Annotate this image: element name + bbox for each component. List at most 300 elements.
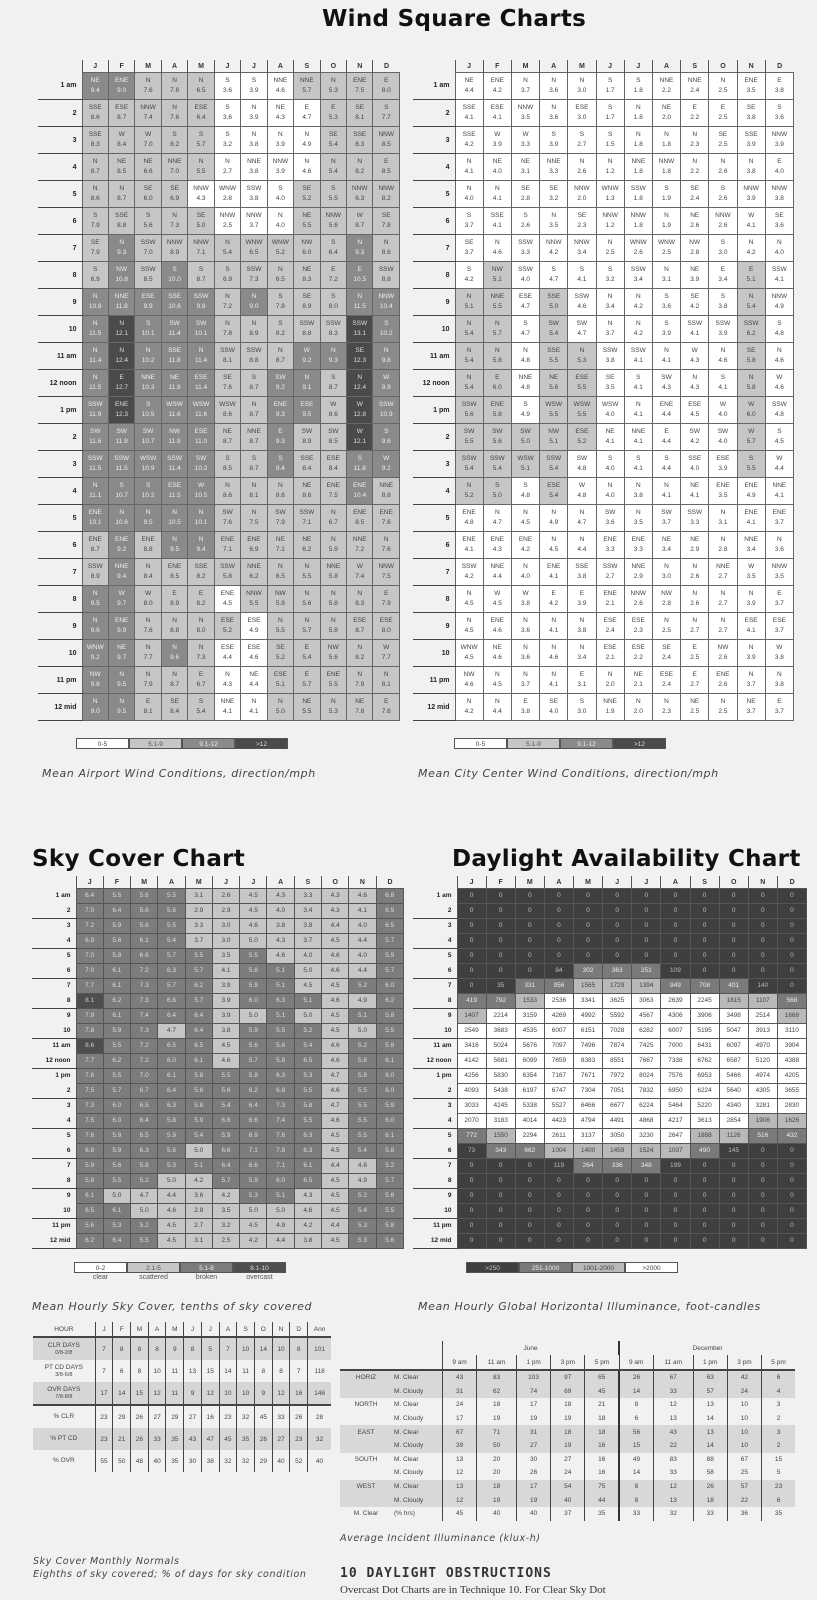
hour-row <box>413 640 794 667</box>
wind-direction: S <box>607 131 613 138</box>
data-cell: 0 <box>632 934 661 949</box>
data-cell: 3.1 <box>185 889 212 904</box>
value-cell: 49 <box>619 1453 653 1467</box>
data-cell <box>624 235 652 262</box>
wind-speed: 5.7 <box>196 140 206 148</box>
data-cell: 0 <box>574 1204 603 1219</box>
data-cell: 8383 <box>574 1054 603 1069</box>
value-cell: 11 <box>166 1382 184 1405</box>
data-cell <box>241 100 267 127</box>
data-cell: 6.0 <box>376 1084 403 1099</box>
data-cell: 336 <box>603 1159 632 1174</box>
wind-speed: 9.3 <box>355 248 365 256</box>
value-cell: 16 <box>290 1382 308 1405</box>
data-cell: 432 <box>777 1129 806 1144</box>
data-cell: 6.9 <box>76 934 103 949</box>
data-cell <box>320 370 346 397</box>
wind-speed: 3.1 <box>718 518 728 526</box>
data-cell <box>568 100 596 127</box>
data-cell: 4217 <box>661 1114 690 1129</box>
wind-speed: 3.9 <box>275 140 285 148</box>
data-cell: 0 <box>719 1174 748 1189</box>
wind-direction: N <box>720 509 726 516</box>
data-cell <box>568 208 596 235</box>
wind-speed: 5.5 <box>328 680 338 688</box>
wind-direction: ESE <box>575 374 589 381</box>
wind-direction: NNW <box>219 212 236 219</box>
data-cell <box>709 505 737 532</box>
wind-direction: SW <box>689 428 700 435</box>
wind-speed: 5.5 <box>577 410 587 418</box>
data-cell <box>161 262 187 289</box>
data-cell <box>82 73 108 100</box>
data-cell: 4.6 <box>158 1204 185 1219</box>
value-cell: 2 <box>762 1439 795 1453</box>
data-cell <box>737 586 765 613</box>
hour-row <box>413 1084 807 1099</box>
wind-speed: 3.6 <box>222 86 233 94</box>
wind-speed: 4.1 <box>492 194 502 202</box>
data-cell <box>241 316 267 343</box>
hour-row <box>413 1189 807 1204</box>
data-cell: 5.1 <box>267 1189 294 1204</box>
data-cell <box>596 316 624 343</box>
data-cell: 0 <box>719 1204 748 1219</box>
data-cell <box>709 370 737 397</box>
wind-speed: 11.0 <box>194 437 208 445</box>
wind-direction: ESE <box>273 671 287 678</box>
wind-direction: WSW <box>166 401 183 408</box>
wind-speed: 2.5 <box>718 86 728 94</box>
wind-direction: E <box>384 698 389 705</box>
data-cell: 140 <box>748 979 777 994</box>
wind-direction: SW <box>195 320 207 327</box>
data-cell <box>320 316 346 343</box>
wind-direction: SSW <box>489 455 505 462</box>
data-cell <box>267 397 293 424</box>
wind-speed: 4.1 <box>492 113 502 121</box>
data-cell: 0 <box>632 949 661 964</box>
data-cell: 7.2 <box>76 919 103 934</box>
wind-direction: N <box>579 347 585 354</box>
data-cell: 2294 <box>515 1129 544 1144</box>
illuminance-row <box>340 1480 795 1494</box>
wind-direction: N <box>225 482 230 489</box>
data-cell <box>373 532 400 559</box>
value-cell: 26 <box>619 1370 653 1385</box>
wind-direction: NW <box>717 644 729 651</box>
month-header: D <box>777 876 806 889</box>
hour-label: 10 <box>32 1024 76 1039</box>
data-cell: 8551 <box>603 1054 632 1069</box>
data-cell <box>483 613 511 640</box>
hour-label: 4 <box>413 154 455 181</box>
wind-speed: 10.1 <box>88 518 102 526</box>
data-cell: 4.5 <box>294 979 321 994</box>
data-cell: 3.8 <box>212 1024 239 1039</box>
wind-speed: 5.3 <box>328 707 338 715</box>
wind-speed: 5.1 <box>464 302 474 310</box>
wind-direction: N <box>330 77 336 84</box>
wind-speed: 12.8 <box>353 410 367 418</box>
wind-direction: N <box>551 212 557 219</box>
wind-direction: N <box>251 293 257 300</box>
value-cell: 19 <box>516 1412 550 1426</box>
legend-swatch: 1001-2000 <box>572 1262 625 1273</box>
data-cell: 0 <box>457 1234 486 1249</box>
data-cell <box>347 505 373 532</box>
wind-speed: 5.8 <box>328 626 338 634</box>
wind-direction: N <box>551 536 557 543</box>
wind-direction: ENE <box>114 536 129 543</box>
wind-direction: NNE <box>631 158 646 165</box>
data-cell <box>596 424 624 451</box>
value-cell: 57 <box>727 1480 761 1494</box>
month-header-row <box>32 876 404 889</box>
data-cell <box>267 505 293 532</box>
data-cell: 0 <box>544 904 573 919</box>
data-cell: 6.0 <box>103 1099 130 1114</box>
row-label-text: PT CD DAYS <box>44 1363 84 1371</box>
wind-direction: ENE <box>353 509 367 516</box>
data-cell: 0 <box>690 1189 719 1204</box>
data-cell <box>737 181 765 208</box>
column-header: HOUR <box>33 1322 95 1337</box>
daylight-legend <box>466 1262 678 1273</box>
data-cell <box>765 316 793 343</box>
wind-direction: S <box>748 455 754 462</box>
wind-direction: ENE <box>167 563 182 570</box>
data-cell <box>135 343 161 370</box>
wind-direction: WSW <box>139 455 157 462</box>
wind-direction: NNW <box>574 185 590 192</box>
wind-speed: 10.9 <box>88 302 102 310</box>
data-cell: 3281 <box>748 1099 777 1114</box>
data-cell <box>214 694 240 721</box>
row-label <box>33 1360 95 1382</box>
wind-speed: 3.5 <box>520 113 531 121</box>
wind-speed: 3.4 <box>577 653 587 661</box>
data-cell <box>320 208 346 235</box>
data-cell <box>294 478 320 505</box>
hour-row <box>32 1174 404 1189</box>
data-cell <box>161 640 187 667</box>
hour-label: 7 <box>38 235 82 262</box>
data-cell <box>568 154 596 181</box>
data-cell <box>108 613 134 640</box>
data-cell: 0 <box>457 979 486 994</box>
value-cell: 11 <box>237 1360 255 1382</box>
data-cell: 5438 <box>486 1084 515 1099</box>
wind-speed: 4.0 <box>464 194 474 202</box>
wind-speed: 3.0 <box>662 572 672 580</box>
wind-speed: 7.3 <box>249 275 259 283</box>
wind-speed: 4.1 <box>464 113 474 121</box>
data-cell: 0 <box>719 919 748 934</box>
wind-direction: SW <box>301 428 313 435</box>
wind-speed: 7.2 <box>355 545 365 553</box>
data-cell: 7.2 <box>131 1054 158 1069</box>
data-cell <box>267 289 293 316</box>
hour-row <box>413 586 794 613</box>
wind-speed: 10.7 <box>115 491 128 499</box>
column-header: S <box>237 1322 255 1337</box>
wind-speed: 6.9 <box>90 275 100 283</box>
data-cell <box>373 235 400 262</box>
value-cell: 27 <box>148 1405 166 1428</box>
value-cell: 9 <box>184 1382 202 1405</box>
data-cell <box>241 73 267 100</box>
data-cell: 2647 <box>661 1129 690 1144</box>
data-cell: 0 <box>457 1219 486 1234</box>
wind-direction: SE <box>381 212 391 219</box>
data-cell <box>596 208 624 235</box>
wind-direction: S <box>278 293 283 300</box>
data-cell <box>483 559 511 586</box>
value-cell: 56 <box>619 1425 653 1439</box>
data-cell <box>214 100 240 127</box>
data-cell: 4.3 <box>294 1189 321 1204</box>
wind-direction: S <box>777 428 782 435</box>
data-cell: 4.3 <box>267 934 294 949</box>
data-cell: 3063 <box>632 994 661 1009</box>
wind-speed: 11.9 <box>168 383 181 391</box>
wind-direction: SSW <box>352 320 368 327</box>
wind-speed: 5.1 <box>746 275 756 283</box>
wind-speed: 7.6 <box>143 626 153 634</box>
wind-direction: N <box>748 158 754 165</box>
wind-direction: ENE <box>490 536 504 543</box>
data-cell: 0 <box>603 1174 632 1189</box>
value-cell: 58 <box>693 1466 727 1480</box>
data-cell <box>188 397 214 424</box>
value-cell: 30 <box>516 1453 550 1467</box>
data-cell: 5.8 <box>185 1069 212 1084</box>
wind-speed: 7.6 <box>222 383 233 391</box>
data-cell <box>241 370 267 397</box>
data-cell: 7832 <box>632 1084 661 1099</box>
wind-speed: 3.8 <box>249 194 259 202</box>
data-cell: 5.7 <box>240 1054 267 1069</box>
data-cell <box>188 451 214 478</box>
wind-direction: SE <box>355 104 365 111</box>
hour-row <box>32 1024 404 1039</box>
wind-speed: 6.2 <box>746 329 756 337</box>
wind-speed: 11.6 <box>194 410 208 418</box>
wind-direction: NE <box>492 158 502 165</box>
data-cell <box>241 451 267 478</box>
wind-speed: 2.2 <box>662 86 672 94</box>
data-cell: 0 <box>777 919 806 934</box>
wind-direction: N <box>119 347 125 354</box>
data-cell: 5.6 <box>131 889 158 904</box>
data-cell: 0 <box>632 1234 661 1249</box>
wind-direction: N <box>278 266 283 273</box>
column-header: A <box>148 1322 166 1337</box>
data-cell <box>188 289 214 316</box>
data-cell <box>108 289 134 316</box>
wind-speed: 11.4 <box>194 383 208 391</box>
hour-row <box>32 1099 404 1114</box>
wind-direction: SW <box>222 509 233 516</box>
value-cell: 35 <box>166 1428 184 1450</box>
wind-direction: ESE <box>603 617 617 624</box>
value-cell: 12 <box>653 1480 693 1494</box>
wind-speed: 11.4 <box>194 356 208 364</box>
wind-direction: ESE <box>631 617 645 624</box>
time-header: 11 am <box>653 1355 693 1370</box>
data-cell: 0 <box>719 934 748 949</box>
data-cell: 6.1 <box>158 1069 185 1084</box>
hour-label: 3 <box>413 127 455 154</box>
wind-speed: 3.2 <box>222 140 233 148</box>
wind-direction: W <box>303 347 310 354</box>
data-cell <box>709 586 737 613</box>
data-cell <box>568 640 596 667</box>
wind-direction: N <box>494 185 500 192</box>
data-cell: 3.8 <box>294 1234 321 1249</box>
data-cell <box>568 397 596 424</box>
wind-direction: N <box>748 590 754 597</box>
data-cell <box>455 370 483 397</box>
data-cell: 0 <box>486 964 515 979</box>
value-cell: 50 <box>113 1450 131 1472</box>
wind-speed: 7.5 <box>249 518 259 526</box>
data-cell <box>765 667 793 694</box>
data-cell: 0 <box>515 949 544 964</box>
wind-speed: 4.4 <box>662 437 672 445</box>
wind-direction: NNW <box>378 185 394 192</box>
wind-speed: 5.3 <box>328 113 338 121</box>
data-cell: 5.8 <box>376 1189 403 1204</box>
data-cell: 4.6 <box>294 1204 321 1219</box>
data-cell: 0 <box>632 1174 661 1189</box>
wind-direction: ESE <box>247 617 261 624</box>
hour-row <box>38 181 400 208</box>
time-header: 3 pm <box>727 1355 761 1370</box>
data-cell: 3.3 <box>294 889 321 904</box>
value-cell: 40 <box>308 1450 331 1472</box>
wind-speed: 1.8 <box>633 86 643 94</box>
wind-direction: NE <box>117 644 127 651</box>
wind-speed: 3.7 <box>464 248 474 256</box>
wind-direction: E <box>579 590 585 597</box>
wind-direction: N <box>494 671 500 678</box>
data-cell <box>455 262 483 289</box>
hour-label: 5 <box>66 1132 71 1139</box>
data-cell: 0 <box>632 1204 661 1219</box>
data-cell: 5338 <box>515 1099 544 1114</box>
data-cell <box>624 640 652 667</box>
wind-direction: N <box>92 320 98 327</box>
wind-speed: 2.3 <box>577 221 587 229</box>
wind-speed: 4.4 <box>662 410 672 418</box>
data-cell: 4.5 <box>212 1039 239 1054</box>
data-cell: 5.3 <box>349 1234 376 1249</box>
month-header: S <box>294 60 320 73</box>
wind-direction: S <box>466 266 472 273</box>
data-cell: 0 <box>748 934 777 949</box>
wind-direction: NE <box>117 158 127 165</box>
data-cell: 0 <box>748 889 777 904</box>
data-cell <box>294 235 320 262</box>
row-label <box>33 1337 95 1360</box>
data-cell: 3.8 <box>294 919 321 934</box>
data-cell: 4.6 <box>240 919 267 934</box>
data-cell <box>108 586 134 613</box>
hour-label: 12 mid <box>38 694 82 721</box>
hour-label: 10 <box>38 316 82 343</box>
data-cell: 5.8 <box>240 1069 267 1084</box>
data-cell: 7.0 <box>76 904 103 919</box>
hour-row <box>38 73 400 100</box>
data-cell: 0 <box>777 889 806 904</box>
wind-direction: W <box>691 347 698 354</box>
value-cell: 22 <box>727 1493 761 1507</box>
data-cell: 7972 <box>603 1069 632 1084</box>
wind-direction: SW <box>520 428 531 435</box>
wind-direction: SSW <box>546 455 562 462</box>
wind-direction: E <box>384 77 389 84</box>
data-cell: 6.1 <box>103 979 130 994</box>
wind-direction: N <box>330 698 336 705</box>
data-cell <box>624 478 652 505</box>
data-cell: 0 <box>515 1204 544 1219</box>
wind-direction: W <box>776 374 783 381</box>
data-cell: 2070 <box>457 1114 486 1129</box>
wind-direction: S <box>777 104 782 111</box>
data-cell: 4.4 <box>158 1189 185 1204</box>
data-cell: 0 <box>603 1204 632 1219</box>
value-cell: 31 <box>516 1425 550 1439</box>
data-cell <box>320 478 346 505</box>
wind-direction: NNE <box>631 428 646 435</box>
wind-speed: 2.6 <box>633 248 643 256</box>
wind-direction: E <box>172 590 177 597</box>
hour-label: 1 pm <box>55 1072 71 1079</box>
wind-speed: 2.5 <box>718 707 728 715</box>
wind-direction: S <box>607 104 613 111</box>
data-cell <box>737 316 765 343</box>
value-cell: 14 <box>693 1439 727 1453</box>
wind-speed: 10.1 <box>194 518 208 526</box>
data-cell: 5.8 <box>376 1219 403 1234</box>
data-cell: 3498 <box>719 1009 748 1024</box>
data-cell: 5.5 <box>376 1024 403 1039</box>
data-cell <box>624 532 652 559</box>
wind-direction: W <box>494 131 501 138</box>
data-cell <box>241 478 267 505</box>
wind-direction: NNE <box>167 158 182 165</box>
data-cell: 0 <box>515 1174 544 1189</box>
wind-speed: 5.1 <box>275 680 285 688</box>
data-cell <box>568 370 596 397</box>
data-cell: 5.4 <box>349 1204 376 1219</box>
wind-speed: 4.0 <box>718 437 728 445</box>
data-cell <box>135 586 161 613</box>
corner <box>413 876 457 889</box>
value-cell: 23 <box>95 1405 113 1428</box>
data-cell: 516 <box>748 1129 777 1144</box>
data-cell <box>709 397 737 424</box>
wind-direction: N <box>172 104 177 111</box>
data-cell <box>294 208 320 235</box>
data-cell: 0 <box>690 1219 719 1234</box>
wind-direction: E <box>198 590 204 597</box>
data-cell: 0 <box>515 919 544 934</box>
data-cell: 3.6 <box>185 1189 212 1204</box>
wind-speed: 4.1 <box>464 545 474 553</box>
